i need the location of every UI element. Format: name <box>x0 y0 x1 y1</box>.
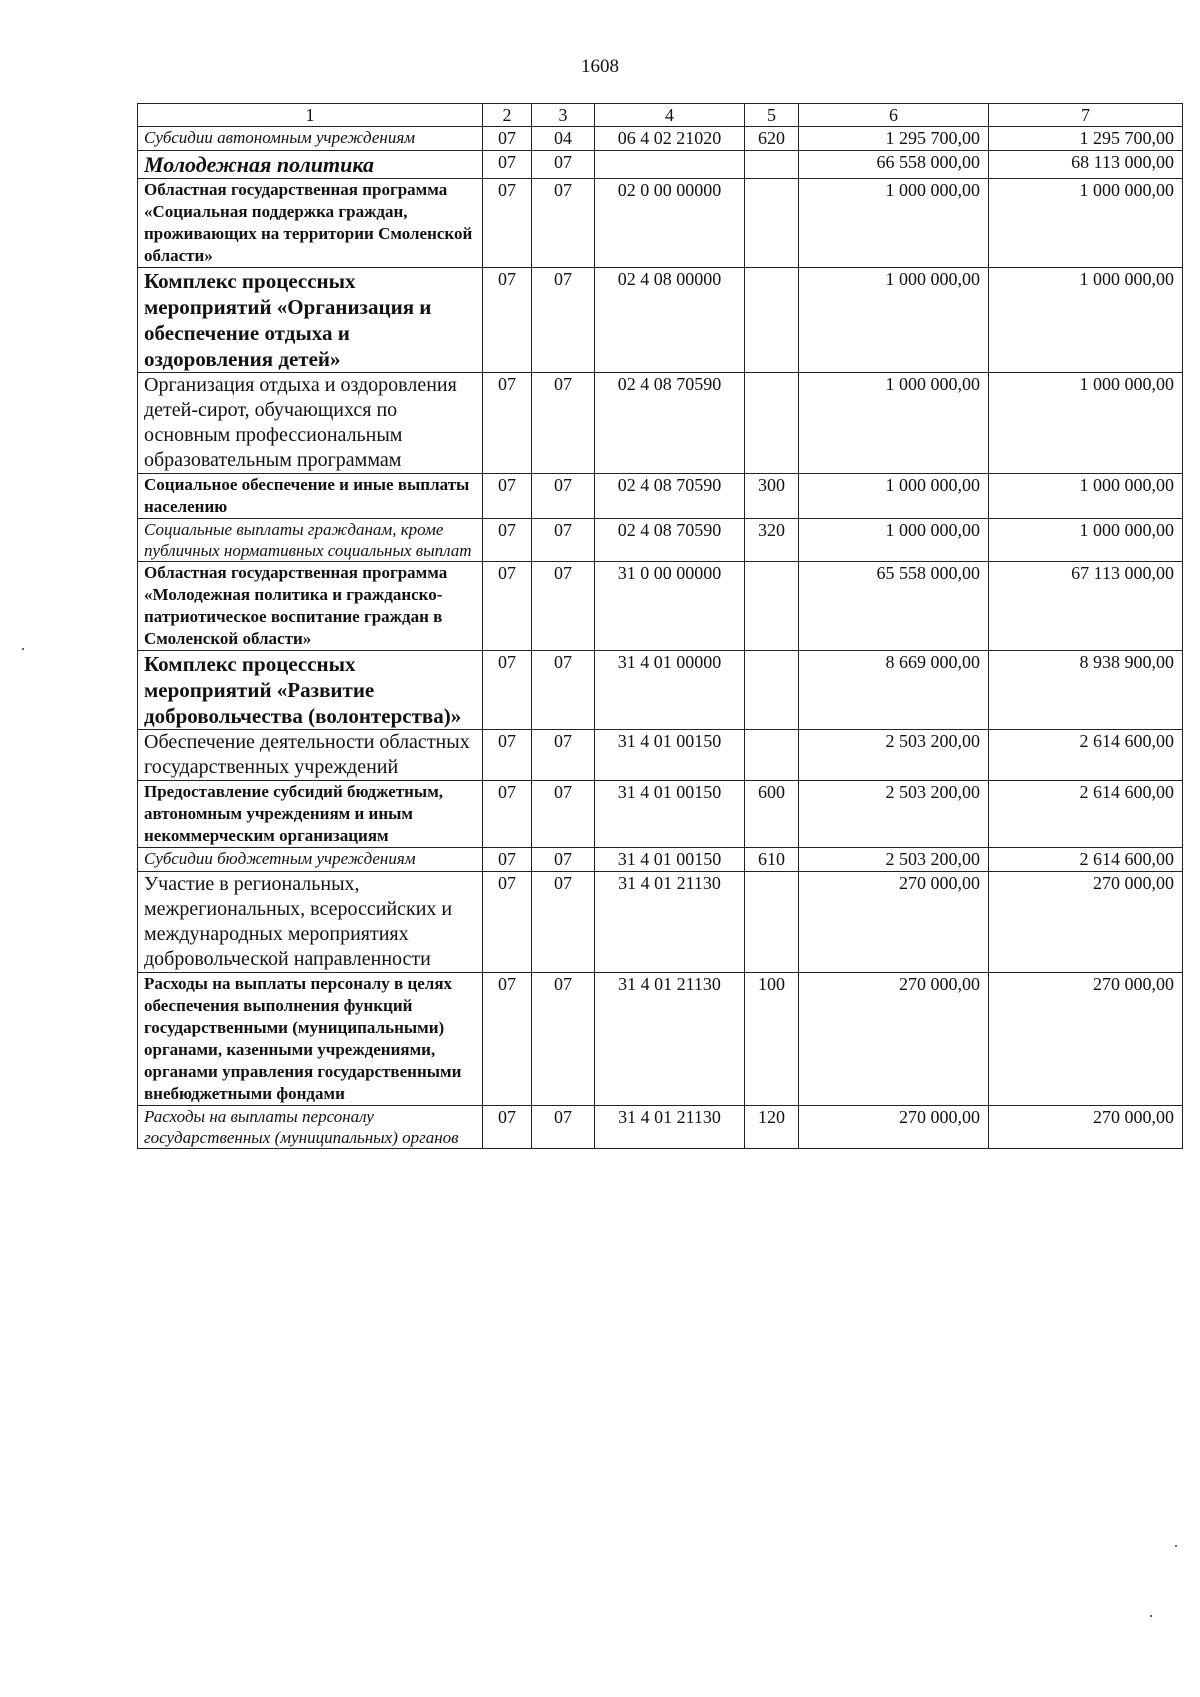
expense-type-cell: 300 <box>745 474 799 519</box>
row-name-cell: Социальное обеспечение и иные выплаты населению <box>138 474 483 519</box>
table-row <box>138 268 1183 373</box>
row-name-cell: Молодежная политика <box>138 151 483 179</box>
amount-year1-cell: 1 000 000,00 <box>799 179 989 268</box>
target-article-cell: 06 4 02 21020 <box>595 127 745 151</box>
expense-type-cell: 600 <box>745 781 799 848</box>
amount-year1-cell: 1 295 700,00 <box>799 127 989 151</box>
target-article-cell: 31 4 01 00150 <box>595 730 745 781</box>
column-header: 4 <box>595 104 745 127</box>
section-code-cell: 07 <box>483 562 532 651</box>
table-row <box>138 848 1183 872</box>
table-row <box>138 179 1183 268</box>
amount-year1-cell: 8 669 000,00 <box>799 651 989 730</box>
section-code-cell: 07 <box>483 268 532 373</box>
amount-year2-cell: 270 000,00 <box>989 872 1183 973</box>
amount-year2-cell: 1 295 700,00 <box>989 127 1183 151</box>
table-body <box>138 104 1183 1149</box>
column-number-row <box>138 104 1183 127</box>
expense-type-cell <box>745 872 799 973</box>
table-row <box>138 127 1183 151</box>
section-code-cell: 07 <box>483 127 532 151</box>
row-name-cell: Предоставление субсидий бюджетным, автономным учреждениям и иным некоммерческим организациям <box>138 781 483 848</box>
table-row <box>138 730 1183 781</box>
subsection-code-cell: 07 <box>532 872 595 973</box>
section-code-cell: 07 <box>483 151 532 179</box>
scan-speck <box>1150 1615 1152 1617</box>
section-code-cell: 07 <box>483 1106 532 1149</box>
table-row <box>138 781 1183 848</box>
target-article-cell: 31 4 01 21130 <box>595 872 745 973</box>
column-header: 5 <box>745 104 799 127</box>
scan-speck <box>1175 1545 1177 1547</box>
amount-year2-cell: 1 000 000,00 <box>989 179 1183 268</box>
row-name-cell: Комплекс процессных мероприятий «Развитие добровольчества (волонтерства)» <box>138 651 483 730</box>
section-code-cell: 07 <box>483 373 532 474</box>
row-name-cell: Организация отдыха и оздоровления детей-сирот, обучающихся по основным профессиональным образовательным программам <box>138 373 483 474</box>
subsection-code-cell: 04 <box>532 127 595 151</box>
target-article-cell <box>595 151 745 179</box>
table-row <box>138 474 1183 519</box>
section-code-cell: 07 <box>483 179 532 268</box>
subsection-code-cell: 07 <box>532 151 595 179</box>
section-code-cell: 07 <box>483 651 532 730</box>
subsection-code-cell: 07 <box>532 268 595 373</box>
target-article-cell: 31 4 01 21130 <box>595 973 745 1106</box>
amount-year1-cell: 2 503 200,00 <box>799 848 989 872</box>
target-article-cell: 31 4 01 00000 <box>595 651 745 730</box>
expense-type-cell <box>745 562 799 651</box>
amount-year2-cell: 2 614 600,00 <box>989 730 1183 781</box>
amount-year2-cell: 1 000 000,00 <box>989 373 1183 474</box>
amount-year1-cell: 2 503 200,00 <box>799 781 989 848</box>
expense-type-cell: 100 <box>745 973 799 1106</box>
amount-year2-cell: 270 000,00 <box>989 973 1183 1106</box>
amount-year2-cell: 2 614 600,00 <box>989 848 1183 872</box>
scan-speck <box>22 648 24 650</box>
expense-type-cell <box>745 651 799 730</box>
amount-year1-cell: 1 000 000,00 <box>799 519 989 562</box>
subsection-code-cell: 07 <box>532 179 595 268</box>
amount-year2-cell: 1 000 000,00 <box>989 268 1183 373</box>
target-article-cell: 02 4 08 70590 <box>595 519 745 562</box>
amount-year2-cell: 8 938 900,00 <box>989 651 1183 730</box>
table-row <box>138 151 1183 179</box>
subsection-code-cell: 07 <box>532 519 595 562</box>
amount-year2-cell: 1 000 000,00 <box>989 474 1183 519</box>
expense-type-cell: 620 <box>745 127 799 151</box>
expense-type-cell <box>745 373 799 474</box>
row-name-cell: Расходы на выплаты персоналу в целях обеспечения выполнения функций государственными (муниципальными) органами, казенными учреждениями, органами управления государственными внебюджетными фондами <box>138 973 483 1106</box>
subsection-code-cell: 07 <box>532 973 595 1106</box>
expense-type-cell: 320 <box>745 519 799 562</box>
table-row <box>138 519 1183 562</box>
amount-year1-cell: 270 000,00 <box>799 973 989 1106</box>
column-header: 7 <box>989 104 1183 127</box>
amount-year1-cell: 270 000,00 <box>799 872 989 973</box>
target-article-cell: 31 4 01 21130 <box>595 1106 745 1149</box>
amount-year1-cell: 1 000 000,00 <box>799 268 989 373</box>
amount-year2-cell: 67 113 000,00 <box>989 562 1183 651</box>
target-article-cell: 02 0 00 00000 <box>595 179 745 268</box>
expense-type-cell <box>745 179 799 268</box>
table-row <box>138 651 1183 730</box>
subsection-code-cell: 07 <box>532 1106 595 1149</box>
amount-year2-cell: 68 113 000,00 <box>989 151 1183 179</box>
column-header: 1 <box>138 104 483 127</box>
target-article-cell: 02 4 08 00000 <box>595 268 745 373</box>
expense-type-cell: 120 <box>745 1106 799 1149</box>
row-name-cell: Комплекс процессных мероприятий «Организация и обеспечение отдыха и оздоровления детей» <box>138 268 483 373</box>
table-row <box>138 1106 1183 1149</box>
section-code-cell: 07 <box>483 973 532 1106</box>
row-name-cell: Субсидии автономным учреждениям <box>138 127 483 151</box>
section-code-cell: 07 <box>483 730 532 781</box>
amount-year1-cell: 1 000 000,00 <box>799 474 989 519</box>
target-article-cell: 31 0 00 00000 <box>595 562 745 651</box>
column-header: 6 <box>799 104 989 127</box>
subsection-code-cell: 07 <box>532 562 595 651</box>
amount-year1-cell: 270 000,00 <box>799 1106 989 1149</box>
amount-year1-cell: 1 000 000,00 <box>799 373 989 474</box>
amount-year2-cell: 1 000 000,00 <box>989 519 1183 562</box>
section-code-cell: 07 <box>483 781 532 848</box>
subsection-code-cell: 07 <box>532 373 595 474</box>
expense-type-cell <box>745 268 799 373</box>
section-code-cell: 07 <box>483 872 532 973</box>
row-name-cell: Расходы на выплаты персоналу государственных (муниципальных) органов <box>138 1106 483 1149</box>
expense-type-cell <box>745 151 799 179</box>
budget-table <box>137 103 1183 1149</box>
row-name-cell: Обеспечение деятельности областных государственных учреждений <box>138 730 483 781</box>
section-code-cell: 07 <box>483 474 532 519</box>
row-name-cell: Областная государственная программа «Социальная поддержка граждан, проживающих на территории Смоленской области» <box>138 179 483 268</box>
target-article-cell: 02 4 08 70590 <box>595 474 745 519</box>
expense-type-cell <box>745 730 799 781</box>
subsection-code-cell: 07 <box>532 781 595 848</box>
amount-year2-cell: 2 614 600,00 <box>989 781 1183 848</box>
row-name-cell: Участие в региональных, межрегиональных, всероссийских и международных мероприятиях добровольческой направленности <box>138 872 483 973</box>
subsection-code-cell: 07 <box>532 651 595 730</box>
section-code-cell: 07 <box>483 848 532 872</box>
column-header: 2 <box>483 104 532 127</box>
row-name-cell: Социальные выплаты гражданам, кроме публичных нормативных социальных выплат <box>138 519 483 562</box>
row-name-cell: Субсидии бюджетным учреждениям <box>138 848 483 872</box>
page-number: 1608 <box>581 56 619 77</box>
table-row <box>138 562 1183 651</box>
table-row <box>138 373 1183 474</box>
target-article-cell: 31 4 01 00150 <box>595 781 745 848</box>
table-row <box>138 973 1183 1106</box>
column-header: 3 <box>532 104 595 127</box>
subsection-code-cell: 07 <box>532 730 595 781</box>
table-row <box>138 872 1183 973</box>
amount-year2-cell: 270 000,00 <box>989 1106 1183 1149</box>
row-name-cell: Областная государственная программа «Молодежная политика и гражданско-патриотическое воспитание граждан в Смоленской области» <box>138 562 483 651</box>
target-article-cell: 31 4 01 00150 <box>595 848 745 872</box>
target-article-cell: 02 4 08 70590 <box>595 373 745 474</box>
subsection-code-cell: 07 <box>532 848 595 872</box>
section-code-cell: 07 <box>483 519 532 562</box>
amount-year1-cell: 66 558 000,00 <box>799 151 989 179</box>
amount-year1-cell: 2 503 200,00 <box>799 730 989 781</box>
expense-type-cell: 610 <box>745 848 799 872</box>
subsection-code-cell: 07 <box>532 474 595 519</box>
amount-year1-cell: 65 558 000,00 <box>799 562 989 651</box>
